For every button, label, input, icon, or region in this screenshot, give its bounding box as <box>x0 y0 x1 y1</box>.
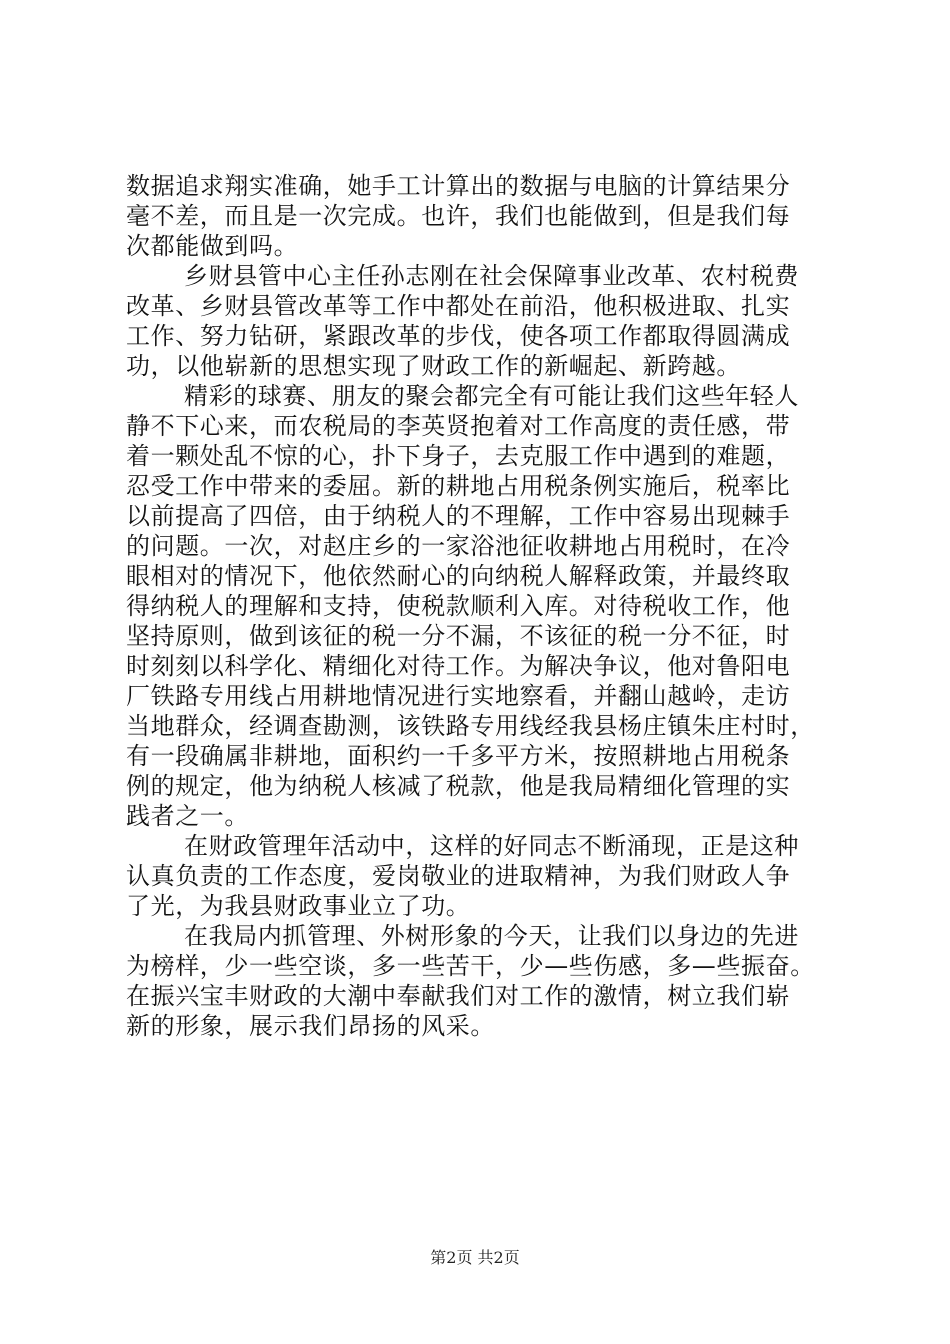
paragraph-line: 忍受工作中带来的委屈。新的耕地占用税条例实施后，税率比 <box>126 472 791 500</box>
paragraph-line: 有一段确属非耕地，面积约一千多平方米，按照耕地占用税条 <box>126 742 791 770</box>
paragraph <box>126 381 826 831</box>
paragraph-line: 当地群众，经调查勘测，该铁路专用线经我县杨庄镇朱庄村时， <box>126 712 815 740</box>
page-footer: 第2页 共2页 <box>430 1248 520 1267</box>
paragraph <box>126 831 826 921</box>
paragraph-line: 眼相对的情况下，他依然耐心的向纳税人解释政策，并最终取 <box>126 562 791 590</box>
paragraph-line: 得纳税人的理解和支持，使税款顺利入库。对待税收工作，他 <box>126 592 791 620</box>
paragraph-line: 着一颗处乱不惊的心，扑下身子，去克服工作中遇到的难题， <box>126 442 791 470</box>
paragraph-line: 数据追求翔实准确，她手工计算出的数据与电脑的计算结果分 <box>126 172 791 200</box>
paragraph-line: 新的形象，展示我们昂扬的风采。 <box>126 1012 495 1040</box>
paragraph <box>126 261 826 381</box>
paragraph-line: 坚持原则，做到该征的税一分不漏，不该征的税一分不征，时 <box>126 622 791 650</box>
paragraph <box>126 171 826 261</box>
paragraph-line: 厂铁路专用线占用耕地情况进行实地察看，并翻山越岭，走访 <box>126 682 791 710</box>
paragraph-line: 的问题。一次，对赵庄乡的一家浴池征收耕地占用税时，在冷 <box>126 532 791 560</box>
paragraph-line: 次都能做到吗。 <box>126 232 299 260</box>
paragraph-line: 为榜样，少一些空谈，多一些苦干，少—些伤感，多—些振奋。 <box>126 952 815 980</box>
paragraph-line: 精彩的球赛、朋友的聚会都完全有可能让我们这些年轻人 <box>184 382 799 410</box>
paragraph <box>126 921 826 1041</box>
paragraph-line: 例的规定，他为纳税人核减了税款，他是我局精细化管理的实 <box>126 772 791 800</box>
paragraph-line: 践者之一。 <box>126 802 249 830</box>
paragraph-line: 毫不差，而且是一次完成。也许，我们也能做到，但是我们每 <box>126 202 791 230</box>
paragraph-line: 认真负责的工作态度，爱岗敬业的进取精神，为我们财政人争 <box>126 862 791 890</box>
paragraph-line: 时刻刻以科学化、精细化对待工作。为解决争议，他对鲁阳电 <box>126 652 791 680</box>
paragraph-line: 在财政管理年活动中，这样的好同志不断涌现，正是这种 <box>184 832 799 860</box>
paragraph-line: 乡财县管中心主任孙志刚在社会保障事业改革、农村税费 <box>184 262 799 290</box>
paragraph-line: 在振兴宝丰财政的大潮中奉献我们对工作的激情，树立我们崭 <box>126 982 791 1010</box>
paragraph-line: 在我局内抓管理、外树形象的今天，让我们以身边的先进 <box>184 922 799 950</box>
paragraph-line: 静不下心来，而农税局的李英贤抱着对工作高度的责任感，带 <box>126 412 791 440</box>
paragraph-line: 功，以他崭新的思想实现了财政工作的新崛起、新跨越。 <box>126 352 741 380</box>
paragraph-line: 工作、努力钻研，紧跟改革的步伐，使各项工作都取得圆满成 <box>126 322 791 350</box>
paragraph-line: 以前提高了四倍，由于纳税人的不理解，工作中容易出现棘手 <box>126 502 791 530</box>
paragraph-line: 了光，为我县财政事业立了功。 <box>126 892 471 920</box>
document-body <box>126 171 826 1041</box>
paragraph-line: 改革、乡财县管改革等工作中都处在前沿，他积极进取、扎实 <box>126 292 791 320</box>
